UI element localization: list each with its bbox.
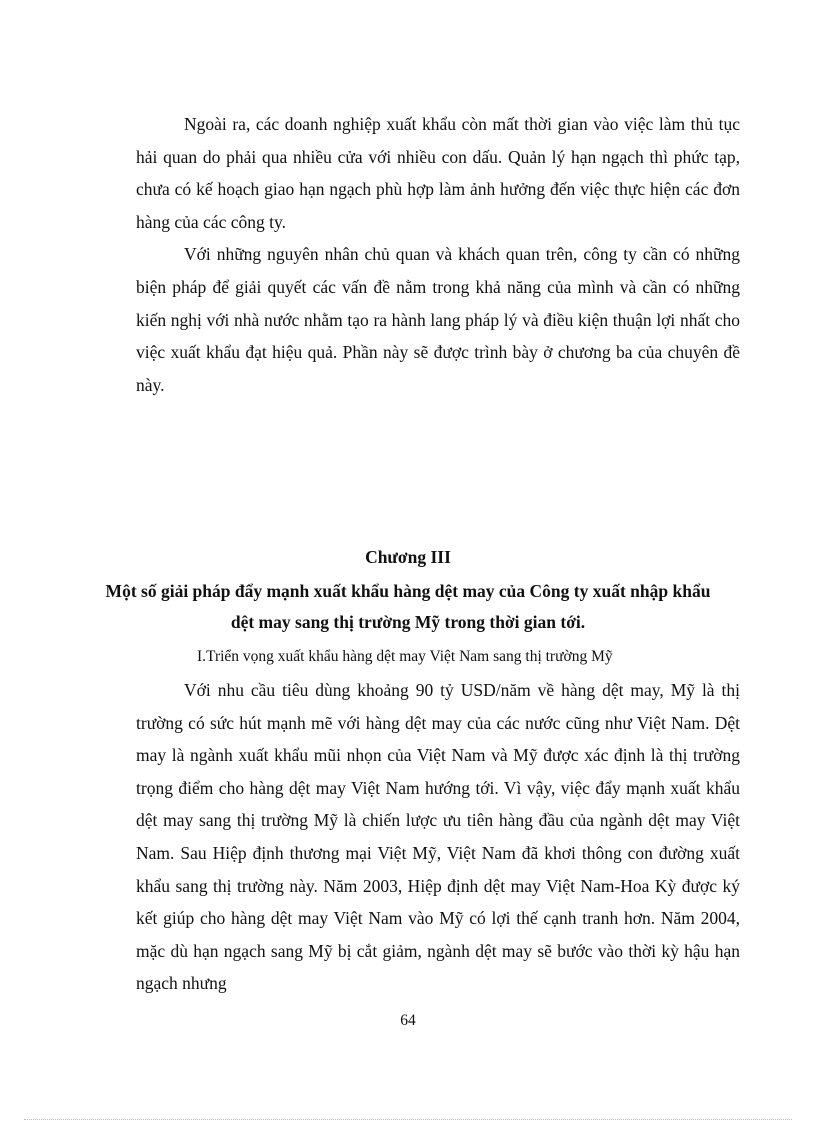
paragraph: Với những nguyên nhân chủ quan và khách quan trên, công ty cần có những biện pháp để giải quyết các vấn đề nằm trong khả năng của mình và cần có những kiến nghị với nhà nước nhằm tạo ra hành lang pháp lý và điều kiện thuận lợi nhất cho việc xuất khẩu đạt hiệu quả. Phần này sẽ được trình bày ở chương ba của chuyên đề này. [136, 244, 740, 395]
body-text-block-2 [136, 674, 740, 1000]
section-heading: I.Triển vọng xuất khẩu hàng dệt may Việt Nam sang thị trường Mỹ [197, 648, 613, 665]
body-text-block-1 [136, 108, 740, 401]
page-number: 64 [400, 1012, 416, 1029]
paragraph: Với nhu cầu tiêu dùng khoảng 90 tỷ USD/năm về hàng dệt may, Mỹ là thị trường có sức hút mạnh mẽ với hàng dệt may của các nước cũng như Việt Nam. Dệt may là ngành xuất khẩu mũi nhọn của Việt Nam và Mỹ được xác định là thị trường trọng điểm cho hàng dệt may Việt Nam hướng tới. Vì vậy, việc đẩy mạnh xuất khẩu dệt may sang thị trường Mỹ là chiến lược ưu tiên hàng đầu của ngành dệt may Việt Nam. Sau Hiệp định thương mại Việt Mỹ, Việt Nam đã khơi thông con đường xuất khẩu sang thị trường này. Năm 2003, Hiệp định dệt may Việt Nam-Hoa Kỳ được ký kết giúp cho hàng dệt may Việt Nam vào Mỹ có lợi thế cạnh tranh hơn. Năm 2004, mặc dù hạn ngạch sang Mỹ bị cắt giảm, ngành dệt may sẽ bước vào thời kỳ hậu hạn ngạch nhưng [136, 680, 740, 994]
paragraph: Ngoài ra, các doanh nghiệp xuất khẩu còn mất thời gian vào việc làm thủ tục hải quan do phải qua nhiều cửa với nhiều con dấu. Quản lý hạn ngạch thì phức tạp, chưa có kế hoạch giao hạn ngạch phù hợp làm ảnh hưởng đến việc thực hiện các đơn hàng của các công ty. [136, 114, 740, 232]
chapter-label: Chương III [365, 547, 451, 567]
page-bottom-divider [24, 1119, 792, 1120]
chapter-title: Một số giải pháp đẩy mạnh xuất khẩu hàng dệt may của Công ty xuất nhập khẩu dệt may sang thị trường Mỹ trong thời gian tới. [105, 581, 711, 632]
